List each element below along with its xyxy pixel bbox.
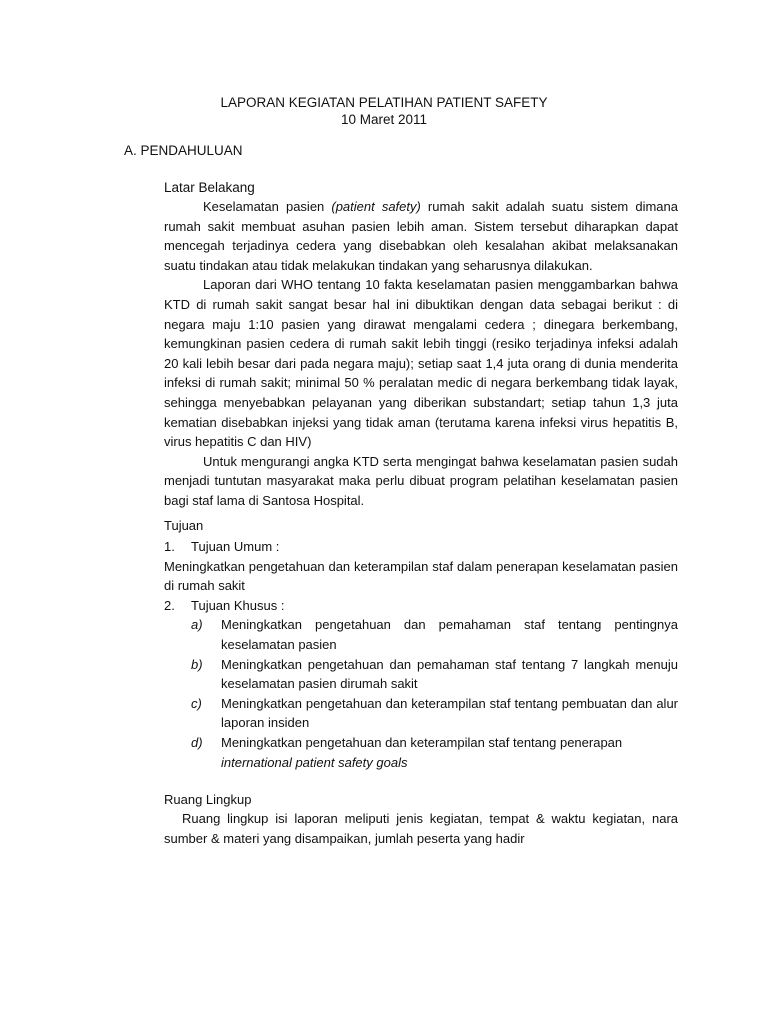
latar-belakang-heading: Latar Belakang — [164, 180, 255, 195]
paragraph-1-rest: rumah sakit adalah suatu sistem dimana rumah sakit membuat asuhan pasien lebih aman. Sistem tersebut diharapkan dapat mencegah terjadinya cedera yang disebabkan oleh kesalahan akibat melaksanakan suatu tindakan atau tidak melakukan tindakan yang seharusnya dilakukan. — [164, 199, 678, 273]
tujuan-khusus-item — [164, 596, 678, 616]
document-date: 10 Maret 2011 — [340, 112, 428, 127]
latar-belakang-paragraph-3: Untuk mengurangi angka KTD serta mengingat bahwa keselamatan pasien sudah menjadi tuntutan masyarakat maka perlu dibuat program pelatihan keselamatan pasien bagi staf lama di Santosa Hospital. — [164, 453, 678, 508]
tujuan-khusus-label: Tujuan Khusus : — [191, 597, 285, 613]
list-item — [164, 694, 678, 733]
tujuan-umum-text: Meningkatkan pengetahuan dan keterampilan staf dalam penerapan keselamatan pasien di rumah sakit — [164, 558, 678, 594]
tujuan-heading: Tujuan — [164, 518, 204, 533]
list-number: 2. — [164, 597, 175, 613]
list-letter: c) — [191, 695, 202, 711]
list-item — [164, 733, 678, 772]
list-item-italic-text: international patient safety goals — [221, 754, 408, 770]
ruang-lingkup-text: Ruang lingkup isi laporan meliputi jenis kegiatan, tempat & waktu kegiatan, nara sumber & materi yang disampaikan, jumlah peserta yang hadir — [164, 811, 678, 846]
list-letter: d) — [191, 734, 203, 750]
paragraph-1-italic-term: (patient safety) — [331, 199, 421, 214]
ruang-lingkup-heading: Ruang Lingkup — [164, 792, 252, 807]
section-a-heading: A. PENDAHULUAN — [124, 143, 243, 158]
paragraph-1-start: Keselamatan pasien — [203, 199, 332, 214]
list-item-text: Meningkatkan pengetahuan dan keterampilan staf tentang pembuatan dan alur laporan insiden — [221, 695, 678, 731]
latar-belakang-paragraph-2: Laporan dari WHO tentang 10 fakta keselamatan pasien menggambarkan bahwa KTD di rumah sakit sangat besar hal ini dibuktikan dengan data sebagai berikut : di negara maju 1:10 pasien yang dirawat mengalami cedera ; dinegara berkembang, kemungkinan pasien cedera di rumah sakit lebih tinggi (resiko terjadinya infeksi adalah 20 kali lebih besar dari pada negara maju); setiap saat 1,4 juta orang di dunia menderita infeksi di rumah sakit; minimal 50 % peralatan medic di negara berkembang tidak layak, sehingga menyebabkan pelayanan yang diberikan substandart; setiap tahun 1,3 juta kematian disebabkan injeksi yang tidak aman (terutama karena infeksi virus hepatitis B, virus hepatitis C dan HIV) — [164, 277, 678, 450]
list-number: 1. — [164, 539, 175, 554]
tujuan-umum-label: Tujuan Umum : — [191, 539, 280, 554]
list-item — [164, 655, 678, 694]
tujuan-umum-item — [164, 537, 678, 557]
tujuan-list — [164, 537, 678, 772]
list-item-text: Meningkatkan pengetahuan dan pemahaman staf tentang pentingnya keselamatan pasien — [221, 617, 678, 652]
list-item-text: Meningkatkan pengetahuan dan pemahaman staf tentang 7 langkah menuju keselamatan pasien dirumah sakit — [221, 656, 678, 692]
ruang-lingkup-body — [164, 809, 678, 848]
latar-belakang-paragraph-1 — [164, 197, 678, 275]
list-letter: a) — [191, 617, 203, 633]
document-title: LAPORAN KEGIATAN PELATIHAN PATIENT SAFETY — [220, 95, 548, 110]
list-item — [164, 615, 678, 654]
list-letter: b) — [191, 656, 203, 672]
list-item-text: Meningkatkan pengetahuan dan keterampilan staf tentang penerapan — [221, 734, 623, 750]
latar-belakang-body — [164, 197, 678, 511]
